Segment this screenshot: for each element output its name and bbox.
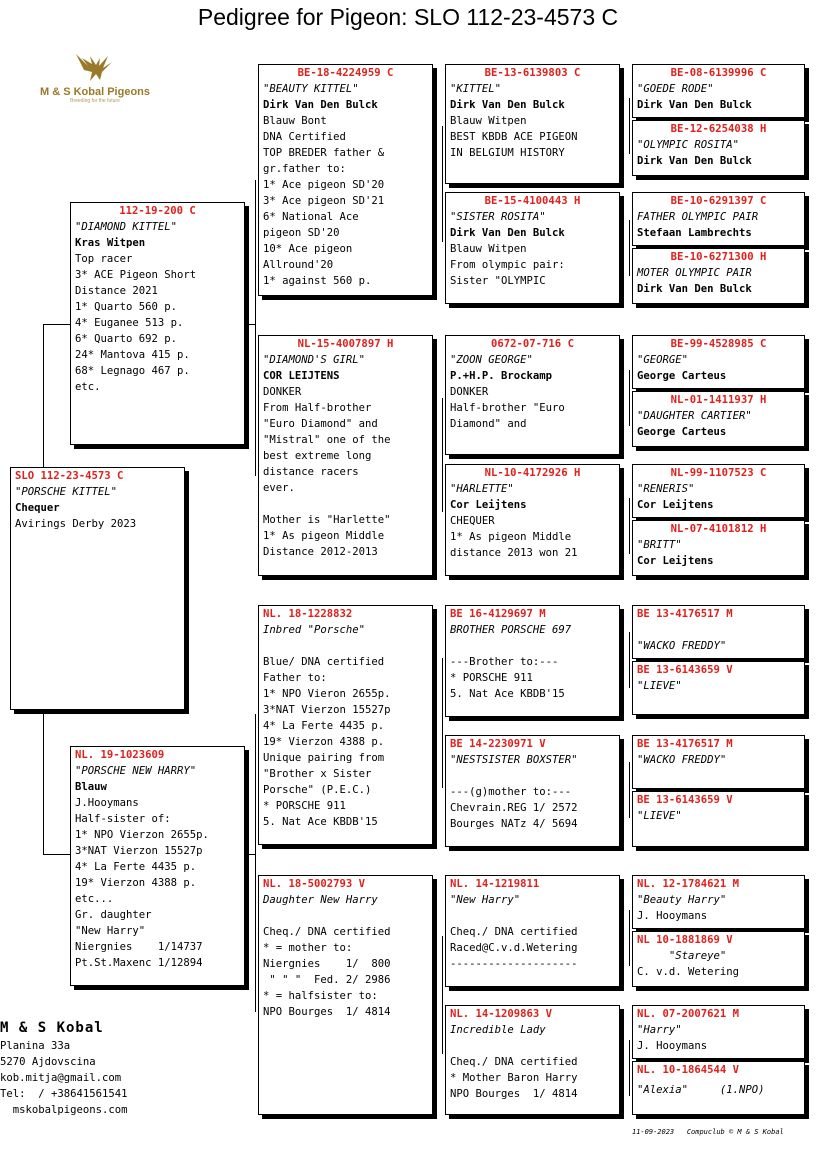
info-line: TOP BREDER father &	[263, 147, 385, 159]
info-line: Unique pairing from	[263, 752, 385, 764]
breeder: J. Hooymans	[637, 910, 708, 922]
breeder: Chequer	[15, 502, 60, 514]
logo	[30, 52, 160, 112]
info-line: Cheq./ DNA certified	[450, 926, 578, 938]
pigeon-name: "BEAUTY KITTEL"	[263, 83, 359, 95]
great-grandparent-card	[445, 464, 620, 576]
ring-number: BE 13-6143659 V	[637, 794, 733, 806]
breeder: COR LEIJTENS	[263, 370, 340, 382]
info-line: Father to:	[263, 672, 327, 684]
connector-line	[43, 324, 70, 325]
eagle-logo-icon	[72, 52, 118, 84]
info-line: Blauw Witpen	[450, 115, 527, 127]
info-line: 3*NAT Vierzon 15527p	[75, 845, 203, 857]
info-line: Porsche" (P.E.C.)	[263, 784, 372, 796]
owner-contact	[0, 1018, 128, 1118]
info-line: * Mother Baron Harry	[450, 1072, 578, 1084]
great-grandparent-card	[445, 875, 620, 987]
dam-card	[70, 746, 245, 986]
info-line: * PORSCHE 911	[450, 672, 533, 684]
info-line: 1* As pigeon Middle	[450, 531, 572, 543]
ring-number: BE 16-4129697 M	[450, 608, 546, 620]
info-line	[263, 908, 428, 924]
owner-email[interactable]: kob.mitja@gmail.com	[0, 1072, 122, 1084]
connector-line	[629, 370, 630, 426]
great-grandparent-card	[445, 64, 620, 184]
connector-line	[43, 324, 44, 468]
info-line: distance racers	[263, 466, 359, 478]
info-line: Niergnies 1/14737	[75, 941, 203, 953]
pigeon-name: "GEORGE"	[637, 354, 689, 366]
great-grandparent-card	[445, 1005, 620, 1115]
info-line	[450, 638, 615, 654]
ring-number: BE-08-6139996 C	[670, 67, 767, 79]
info-line: 6* Quarto 692 p.	[75, 333, 178, 345]
ring-number: BE-13-6139803 C	[484, 67, 581, 79]
info-line: " " " Fed. 2/ 2986	[263, 974, 391, 986]
info-line: From olympic pair:	[450, 259, 565, 271]
ancestor-card	[632, 661, 805, 715]
pigeon-name: "SISTER ROSITA"	[450, 211, 546, 223]
info-line: Pt.St.Maxenc 1/12894	[75, 957, 203, 969]
connector-line	[245, 324, 256, 325]
info-line: Avirings Derby 2023	[15, 518, 137, 530]
info-line: 4* Euganee 513 p.	[75, 317, 184, 329]
info-line: Half-sister of:	[75, 813, 171, 825]
pigeon-name: "Beauty Harry"	[637, 894, 727, 906]
info-line: Niergnies 1/ 800	[263, 958, 391, 970]
grandparent-card	[258, 64, 433, 296]
ring-number: BE-18-4224959 C	[297, 67, 394, 79]
info-line: 6* National Ace	[263, 211, 359, 223]
info-line: 4* La Ferte 4435 p.	[263, 720, 385, 732]
pigeon-name: "DIAMOND'S GIRL"	[263, 354, 366, 366]
ring-number: NL-07-4101812 H	[670, 523, 767, 535]
info-line: ---Brother to:---	[450, 656, 559, 668]
info-line: J.Hooymans	[75, 797, 139, 809]
connector-line	[629, 632, 630, 688]
connector-line	[43, 710, 44, 854]
ring-number: BE 13-4176517 M	[637, 738, 733, 750]
connector-line	[442, 398, 443, 512]
ring-number: NL. 18-5002793 V	[263, 878, 366, 890]
ring-number: NL. 19-1023609	[75, 749, 165, 761]
pigeon-name: "HARLETTE"	[450, 483, 514, 495]
pigeon-name: "Harry"	[637, 1024, 682, 1036]
sire-card	[70, 202, 245, 445]
breeder: Blauw	[75, 781, 107, 793]
breeder: J. Hooymans	[637, 1040, 708, 1052]
info-line: Distance 2021	[75, 285, 158, 297]
info-line: CHEQUER	[450, 515, 495, 527]
info-line: 19* Vierzon 4388 p.	[263, 736, 385, 748]
pigeon-name: MOTER OLYMPIC PAIR	[637, 267, 752, 279]
pigeon-name: Daughter New Harry	[263, 894, 378, 906]
ancestor-card	[632, 520, 805, 576]
info-line: 24* Mantova 415 p.	[75, 349, 190, 361]
ring-number: NL. 07-2007621 M	[637, 1008, 740, 1020]
ancestor-card	[632, 192, 805, 246]
info-line: Cheq./ DNA certified	[263, 926, 391, 938]
info-line	[263, 496, 428, 512]
info-line: * = mother to:	[263, 942, 353, 954]
ring-number: BE-99-4528985 C	[670, 338, 767, 350]
pigeon-name: Inbred "Porsche"	[263, 624, 366, 636]
subject-card	[10, 467, 185, 710]
breeder: Dirk Van Den Bulck	[263, 99, 378, 111]
info-line: "Brother x Sister	[263, 768, 372, 780]
breeder: P.+H.P. Brockamp	[450, 370, 553, 382]
info-line: gr.father to:	[263, 163, 346, 175]
pigeon-name: "LIEVE"	[637, 810, 682, 822]
breeder: George Carteus	[637, 370, 727, 382]
breeder: Dirk Van Den Bulck	[450, 99, 565, 111]
ancestor-card	[632, 120, 805, 176]
info-line: NPO Bourges 1/ 4814	[263, 1006, 391, 1018]
breeder: C. v.d. Wetering	[637, 966, 740, 978]
info-line: Mother is "Harlette"	[263, 514, 391, 526]
pigeon-name: "New Harry"	[450, 894, 521, 906]
owner-city: 5270 Ajdovscina	[0, 1056, 96, 1068]
ring-number: NL. 10-1864544 V	[637, 1064, 740, 1076]
pigeon-name: "DIAMOND KITTEL"	[75, 221, 178, 233]
connector-line	[255, 180, 256, 476]
great-grandparent-card	[445, 605, 620, 717]
ring-number: BE 14-2230971 V	[450, 738, 546, 750]
pigeon-name: "KITTEL"	[450, 83, 502, 95]
info-line: * = halfsister to:	[263, 990, 378, 1002]
pigeon-name: "PORSCHE KITTEL"	[15, 486, 118, 498]
connector-line	[629, 762, 630, 818]
owner-phone: Tel: / +38641561541	[0, 1088, 128, 1100]
pigeon-name: "Alexia" (1.NPO)	[637, 1084, 765, 1096]
info-line: --------------------	[450, 958, 578, 970]
pigeon-name: "RENERIS"	[637, 483, 695, 495]
ring-number: SLO 112-23-4573 C	[15, 470, 124, 482]
info-line: DONKER	[450, 386, 489, 398]
ring-number: BE-12-6254038 H	[670, 123, 767, 135]
info-line	[450, 768, 615, 784]
info-line	[450, 1038, 615, 1054]
info-line: From Half-brother	[263, 402, 372, 414]
ancestor-card	[632, 464, 805, 518]
footer-credit: Compuclub © M & S Kobal	[686, 1128, 784, 1136]
info-line: Blauw Witpen	[450, 243, 527, 255]
ring-number: BE-15-4100443 H	[484, 195, 581, 207]
breeder: Stefaan Lambrechts	[637, 227, 752, 239]
ancestor-card	[632, 335, 805, 389]
ring-number: BE-10-6291397 C	[670, 195, 767, 207]
ring-number: NL-01-1411937 H	[670, 394, 767, 406]
pigeon-name: "WACKO FREDDY"	[637, 754, 727, 766]
connector-line	[255, 714, 256, 1012]
info-line: 1* NPO Vierzon 2655p.	[75, 829, 209, 841]
info-line: 68* Legnago 467 p.	[75, 365, 190, 377]
ring-number: NL. 14-1209863 V	[450, 1008, 553, 1020]
info-line: 19* Vierzon 4388 p.	[75, 877, 197, 889]
info-line: * PORSCHE 911	[263, 800, 346, 812]
pigeon-name: BROTHER PORSCHE 697	[450, 624, 572, 636]
logo-tagline: Breeding for the future	[70, 98, 120, 104]
footer-date: 11-09-2023	[632, 1128, 675, 1136]
info-line: "Mistral" one of the	[263, 434, 391, 446]
pigeon-name: "BRITT"	[637, 539, 682, 551]
pigeon-name: "PORSCHE NEW HARRY"	[75, 765, 197, 777]
ring-number: NL 10-1881869 V	[637, 934, 733, 946]
ring-number: 0672-07-716 C	[491, 338, 574, 350]
ancestor-card	[632, 1005, 805, 1059]
info-line: etc...	[75, 893, 114, 905]
grandparent-card	[258, 335, 433, 576]
info-line: best extreme long	[263, 450, 372, 462]
info-line: Sister "OLYMPIC	[450, 275, 546, 287]
connector-line	[629, 498, 630, 554]
info-line: Raced@C.v.d.Wetering	[450, 942, 578, 954]
info-line: 10* Ace pigeon	[263, 243, 353, 255]
connector-line	[442, 658, 443, 788]
breeder: Dirk Van Den Bulck	[450, 227, 565, 239]
footer	[632, 1128, 784, 1136]
ancestor-card	[632, 875, 805, 929]
info-line: Allround'20	[263, 259, 334, 271]
info-line: Cheq./ DNA certified	[450, 1056, 578, 1068]
info-line: ---(g)mother to:---	[450, 786, 572, 798]
pigeon-name: "OLYMPIC ROSITA"	[637, 139, 740, 151]
info-line: 5. Nat Ace KBDB'15	[450, 688, 565, 700]
ancestor-card	[632, 248, 805, 304]
info-line: Half-brother "Euro	[450, 402, 565, 414]
great-grandparent-card	[445, 735, 620, 847]
info-line: Diamond" and	[450, 418, 527, 430]
pigeon-name: Incredible Lady	[450, 1024, 546, 1036]
ancestor-card	[632, 391, 805, 447]
info-line: distance 2013 won 21	[450, 547, 578, 559]
ancestor-card	[632, 931, 805, 987]
info-line	[450, 908, 615, 924]
info-line: 3* Ace pigeon SD'21	[263, 195, 385, 207]
info-line: ever.	[263, 482, 295, 494]
ancestor-card	[632, 1061, 805, 1115]
info-line: 1* As pigeon Middle	[263, 530, 385, 542]
breeder: Kras Witpen	[75, 237, 146, 249]
breeder: George Carteus	[637, 426, 727, 438]
info-line: Blue/ DNA certified	[263, 656, 385, 668]
info-line: "New Harry"	[75, 925, 146, 937]
ring-number: NL-99-1107523 C	[670, 467, 767, 479]
pigeon-name: "LIEVE"	[637, 680, 682, 692]
breeder: Dirk Van Den Bulck	[637, 283, 752, 295]
ring-number: 112-19-200 C	[119, 205, 196, 217]
ancestor-card	[632, 64, 805, 118]
page-title: Pedigree for Pigeon: SLO 112-23-4573 C	[197, 4, 619, 30]
info-line: 1* Ace pigeon SD'20	[263, 179, 385, 191]
connector-line	[442, 936, 443, 1054]
info-line: NPO Bourges 1/ 4814	[450, 1088, 578, 1100]
info-line: pigeon SD'20	[263, 227, 340, 239]
pigeon-name: "Stareye"	[637, 950, 727, 962]
ancestor-card	[632, 735, 805, 789]
pigeon-name: "NESTSISTER BOXSTER"	[450, 754, 578, 766]
info-line: 3* ACE Pigeon Short	[75, 269, 197, 281]
ring-number: NL. 14-1219811	[450, 878, 540, 890]
connector-line	[629, 910, 630, 966]
ring-number: BE 13-4176517 M	[637, 608, 733, 620]
info-line: 1* Quarto 560 p.	[75, 301, 178, 313]
info-line: Chevrain.REG 1/ 2572	[450, 802, 578, 814]
pigeon-name: "GOEDE RODE"	[637, 83, 714, 95]
owner-website[interactable]: mskobalpigeons.com	[0, 1104, 128, 1116]
grandparent-card	[258, 605, 433, 845]
ring-number: NL-10-4172926 H	[484, 467, 581, 479]
grandparent-card	[258, 875, 433, 1115]
info-line: 4* La Ferte 4435 p.	[75, 861, 197, 873]
info-line	[263, 638, 428, 654]
info-line: Blauw Bont	[263, 115, 327, 127]
pigeon-name: "WACKO FREDDY"	[637, 640, 727, 652]
great-grandparent-card	[445, 192, 620, 304]
info-line: "Euro Diamond" and	[263, 418, 378, 430]
ring-number: NL. 18-1228832	[263, 608, 353, 620]
pigeon-name: "DAUGHTER CARTIER"	[637, 410, 752, 422]
ring-number: BE-10-6271300 H	[670, 251, 767, 263]
ancestor-card	[632, 605, 805, 659]
info-line: DONKER	[263, 386, 302, 398]
info-line: 5. Nat Ace KBDB'15	[263, 816, 378, 828]
info-line: 1* against 560 p.	[263, 275, 372, 287]
info-line: etc.	[75, 381, 101, 393]
ring-number: NL-15-4007897 H	[297, 338, 394, 350]
ring-number: BE 13-6143659 V	[637, 664, 733, 676]
info-line: Top racer	[75, 253, 133, 265]
info-line: IN BELGIUM HISTORY	[450, 147, 565, 159]
ancestor-card	[632, 791, 805, 847]
breeder: Dirk Van Den Bulck	[637, 99, 752, 111]
breeder: Dirk Van Den Bulck	[637, 155, 752, 167]
owner-name: M & S Kobal	[0, 1020, 104, 1036]
breeder: Cor Leijtens	[637, 555, 714, 567]
pigeon-name: "ZOON GEORGE"	[450, 354, 533, 366]
info-line: 3*NAT Vierzon 15527p	[263, 704, 391, 716]
logo-name: M & S Kobal Pigeons	[39, 86, 150, 98]
connector-line	[629, 1040, 630, 1096]
great-grandparent-card	[445, 335, 620, 455]
pigeon-name: FATHER OLYMPIC PAIR	[637, 211, 759, 223]
info-line: BEST KBDB ACE PIGEON	[450, 131, 578, 143]
info-line: 1* NPO Vieron 2655p.	[263, 688, 391, 700]
breeder: Cor Leijtens	[450, 499, 527, 511]
connector-line	[442, 126, 443, 242]
info-line: DNA Certified	[263, 131, 346, 143]
connector-line	[629, 220, 630, 276]
breeder: Cor Leijtens	[637, 499, 714, 511]
ring-number: NL. 12-1784621 M	[637, 878, 740, 890]
info-line: Distance 2012-2013	[263, 546, 378, 558]
info-line: Gr. daughter	[75, 909, 152, 921]
owner-address: Planina 33a	[0, 1040, 71, 1052]
info-line: Bourges NATz 4/ 5694	[450, 818, 578, 830]
connector-line	[43, 854, 70, 855]
connector-line	[245, 854, 256, 855]
connector-line	[629, 98, 630, 154]
